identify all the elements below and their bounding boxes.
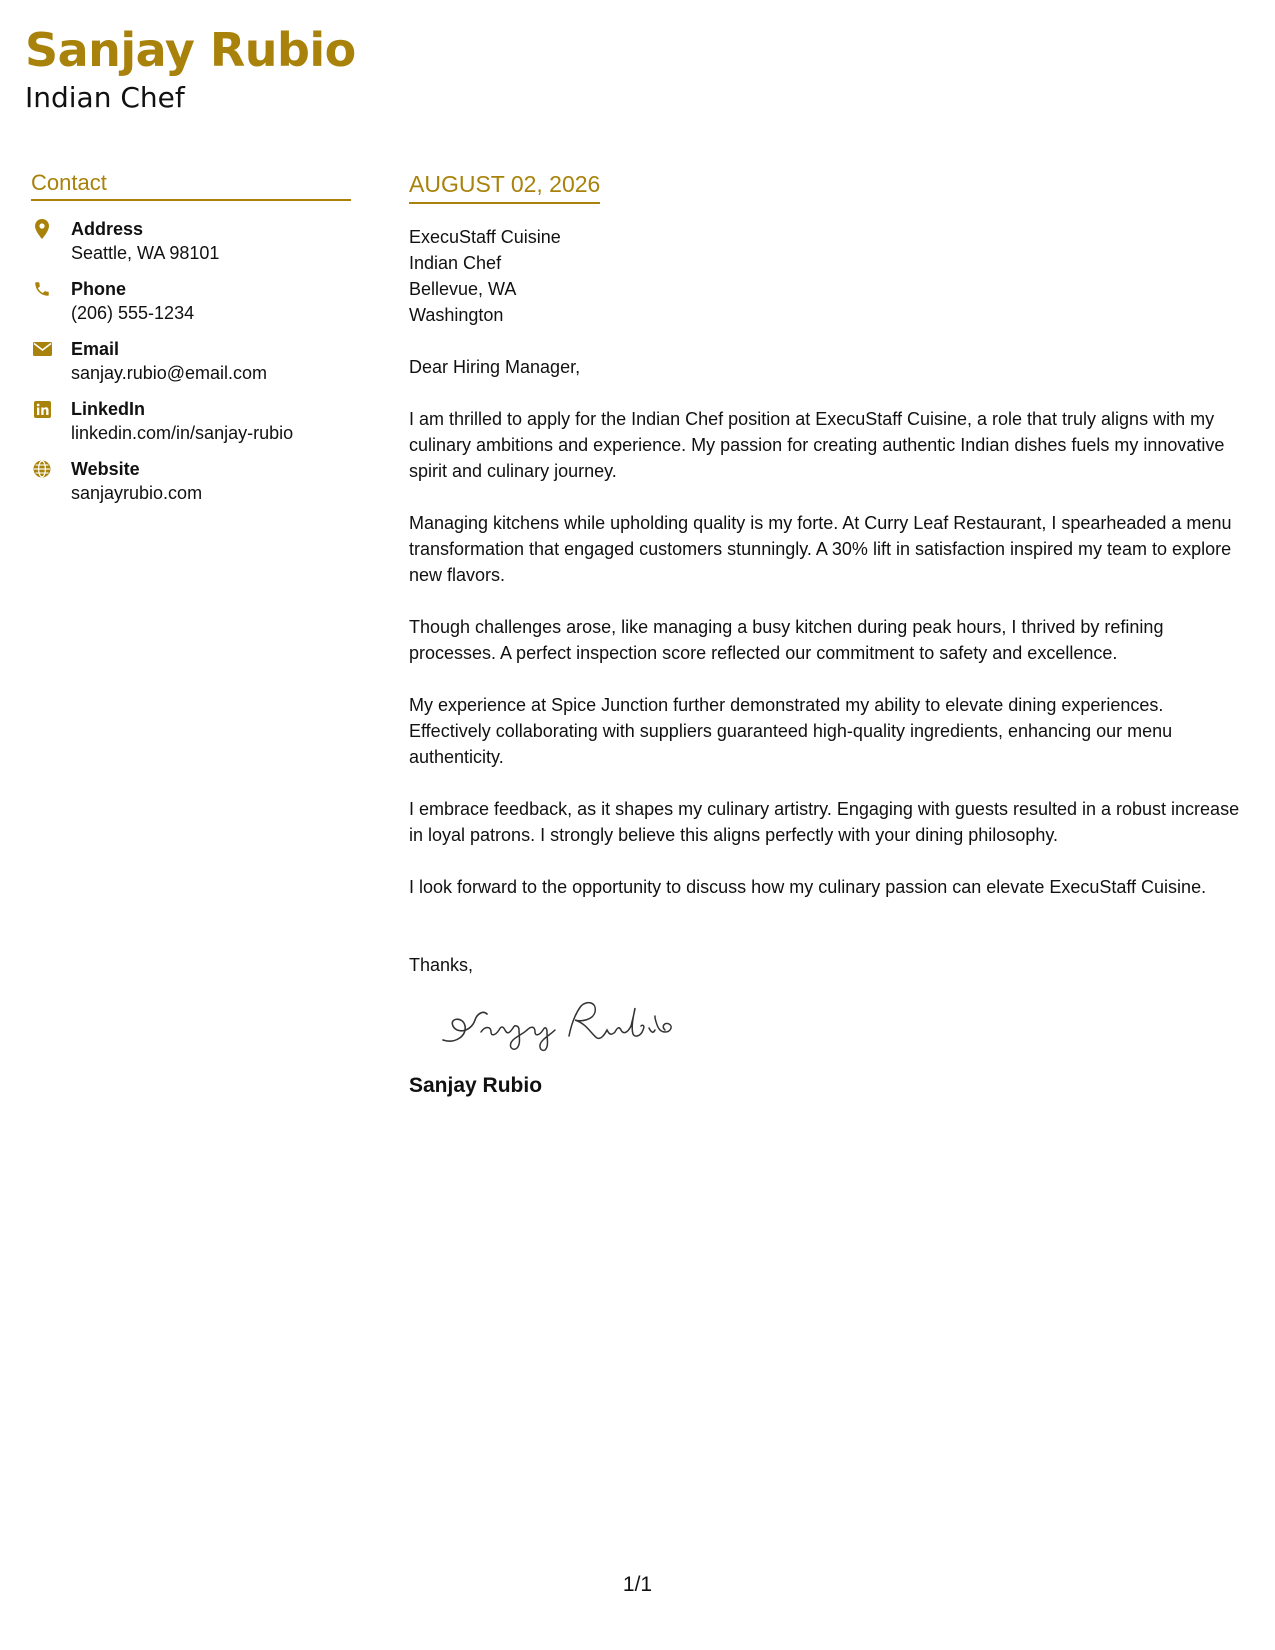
salutation: Dear Hiring Manager,	[409, 357, 581, 377]
contact-item-website	[31, 457, 351, 517]
envelope-icon	[31, 338, 53, 360]
linkedin-icon	[31, 398, 53, 420]
cover-letter-body	[409, 170, 1249, 1100]
handwritten-signature	[437, 996, 677, 1052]
recipient-position: Indian Chef	[409, 253, 502, 273]
phone-value: (206) 555-1234	[71, 303, 195, 323]
job-title: Indian Chef	[25, 81, 185, 114]
contact-item-email	[31, 337, 351, 397]
linkedin-label: LinkedIn	[71, 399, 146, 419]
address-value: Seattle, WA 98101	[71, 243, 220, 263]
paragraph-2: Managing kitchens while upholding quality is my forte. At Curry Leaf Restaurant, I spearheaded a menu transformation that engaged customers stunningly. A 30% lift in satisfaction inspired my team to explore new flavors.	[409, 513, 1232, 585]
letter-date: AUGUST 02, 2026	[409, 171, 601, 197]
candidate-name: Sanjay Rubio	[25, 23, 356, 77]
signer-name: Sanjay Rubio	[409, 1074, 543, 1097]
address-label: Address	[71, 219, 144, 239]
location-pin-icon	[31, 218, 53, 240]
phone-label: Phone	[71, 279, 127, 299]
website-label: Website	[71, 459, 140, 479]
recipient-company: ExecuStaff Cuisine	[409, 227, 561, 247]
phone-icon	[31, 278, 53, 300]
linkedin-value[interactable]: linkedin.com/in/sanjay-rubio	[71, 423, 294, 443]
email-label: Email	[71, 339, 120, 359]
page-number: 1/1	[622, 1573, 653, 1596]
paragraph-1: I am thrilled to apply for the Indian Chef position at ExecuStaff Cuisine, a role that truly aligns with my culinary ambitions and experience. My passion for creating authentic Indian dishes fuels my innovative spirit and culinary journey.	[409, 409, 1225, 481]
contact-item-phone	[31, 277, 351, 337]
website-value[interactable]: sanjayrubio.com	[71, 483, 203, 503]
closing: Thanks,	[409, 955, 474, 975]
date-block	[409, 170, 600, 204]
paragraph-6: I look forward to the opportunity to discuss how my culinary passion can elevate ExecuStaff Cuisine.	[409, 877, 1207, 897]
recipient-state: Washington	[409, 305, 504, 325]
recipient-city: Bellevue, WA	[409, 279, 517, 299]
globe-icon	[31, 458, 53, 480]
recipient-block	[409, 224, 1249, 328]
paragraph-5: I embrace feedback, as it shapes my culinary artistry. Engaging with guests resulted in a robust increase in loyal patrons. I strongly believe this aligns perfectly with your dining philosophy.	[409, 799, 1240, 845]
contact-item-address	[31, 217, 351, 277]
contact-item-linkedin	[31, 397, 351, 457]
paragraph-3: Though challenges arose, like managing a busy kitchen during peak hours, I thrived by refining processes. A perfect inspection score reflected our commitment to safety and excellence.	[409, 617, 1164, 663]
contact-sidebar	[31, 170, 351, 517]
contact-heading: Contact	[31, 170, 351, 201]
email-value[interactable]: sanjay.rubio@email.com	[71, 363, 268, 383]
paragraph-4: My experience at Spice Junction further demonstrated my ability to elevate dining experiences. Effectively collaborating with suppliers guaranteed high-quality ingredients, enhancing our menu authenticity.	[409, 695, 1173, 767]
